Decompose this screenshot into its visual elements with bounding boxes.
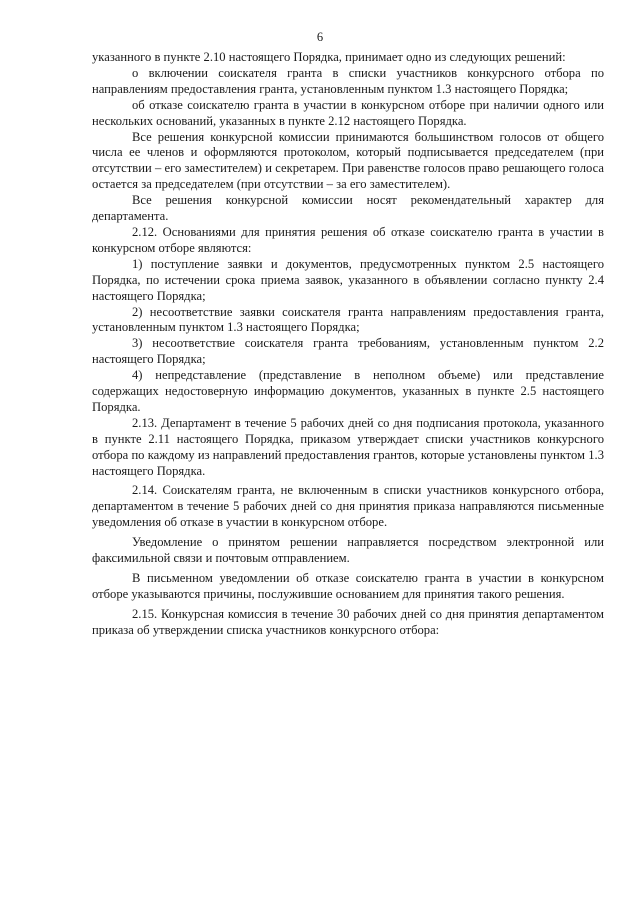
- document-body: [92, 50, 604, 639]
- paragraph-recommendation: Все решения конкурсной комиссии носят рекомендательный характер для департамента.: [92, 193, 604, 224]
- paragraph-2-12-item-4: 4) непредставление (представление в неполном объеме) или представление содержащих недостоверную информацию документов, указанных в пункте 2.5 настоящего Порядка.: [92, 368, 604, 414]
- paragraph-2-13: 2.13. Департамент в течение 5 рабочих дней со дня подписания протокола, указанного в пункте 2.11 настоящего Порядка, приказом утверждает списки участников конкурсного отбора по каждому из направлений предоставления грантов, которые установлены пунктом 1.3 настоящего Порядка.: [92, 415, 604, 478]
- paragraph-notification-reasons: В письменном уведомлении об отказе соискателю гранта в участии в конкурсном отборе указываются причины, послужившие основанием для принятия такого решения.: [92, 571, 604, 601]
- paragraph-decision-refuse: об отказе соискателю гранта в участии в конкурсном отборе при наличии одного или нескольких оснований, указанных в пункте 2.12 настоящего Порядка.: [92, 97, 604, 128]
- paragraph-2-15: 2.15. Конкурсная комиссия в течение 30 рабочих дней со дня принятия департаментом приказа об утверждении списка участников конкурсного отбора:: [92, 606, 604, 637]
- paragraph-2-14: 2.14. Соискателям гранта, не включенным в списки участников конкурсного отбора, департаментом в течение 5 рабочих дней со дня принятия приказа направляются письменные уведомления об отказе в участии в конкурсном отборе.: [92, 483, 604, 530]
- paragraph-notification-method: Уведомление о принятом решении направляется посредством электронной или факсимильной связи и почтовым отправлением.: [92, 535, 604, 566]
- paragraph-decision-include: о включении соискателя гранта в списки участников конкурсного отбора по направлениям предоставления гранта, установленным пунктом 1.3 настоящего Порядка;: [92, 65, 604, 96]
- paragraph-2-12-item-3: 3) несоответствие соискателя гранта требованиям, установленным пунктом 2.2 настоящего Порядка;: [92, 336, 604, 367]
- paragraph-commission-voting: Все решения конкурсной комиссии принимаются большинством голосов от общего числа ее членов и оформляются протоколом, который подписывается председателем (при отсутствии – его заместителем) и секретарем. При равенстве голосов право решающего голоса остается за председателем (при отсутствии – за его заместителем).: [92, 129, 604, 192]
- paragraph-continuation: указанного в пункте 2.10 настоящего Порядка, принимает одно из следующих решений:: [92, 50, 566, 64]
- paragraph-2-12-heading: 2.12. Основаниями для принятия решения об отказе соискателю гранта в участии в конкурсном отборе являются:: [92, 224, 604, 255]
- paragraph-2-12-item-1: 1) поступление заявки и документов, предусмотренных пунктом 2.5 настоящего Порядка, по истечении срока приема заявок, указанного в объявлении согласно пункту 2.4 настоящего Порядка;: [92, 256, 604, 303]
- paragraph-2-12-item-2: 2) несоответствие заявки соискателя гранта направлениям предоставления гранта, установленным пунктом 1.3 настоящего Порядка;: [92, 304, 604, 335]
- page-number: 6: [316, 30, 324, 44]
